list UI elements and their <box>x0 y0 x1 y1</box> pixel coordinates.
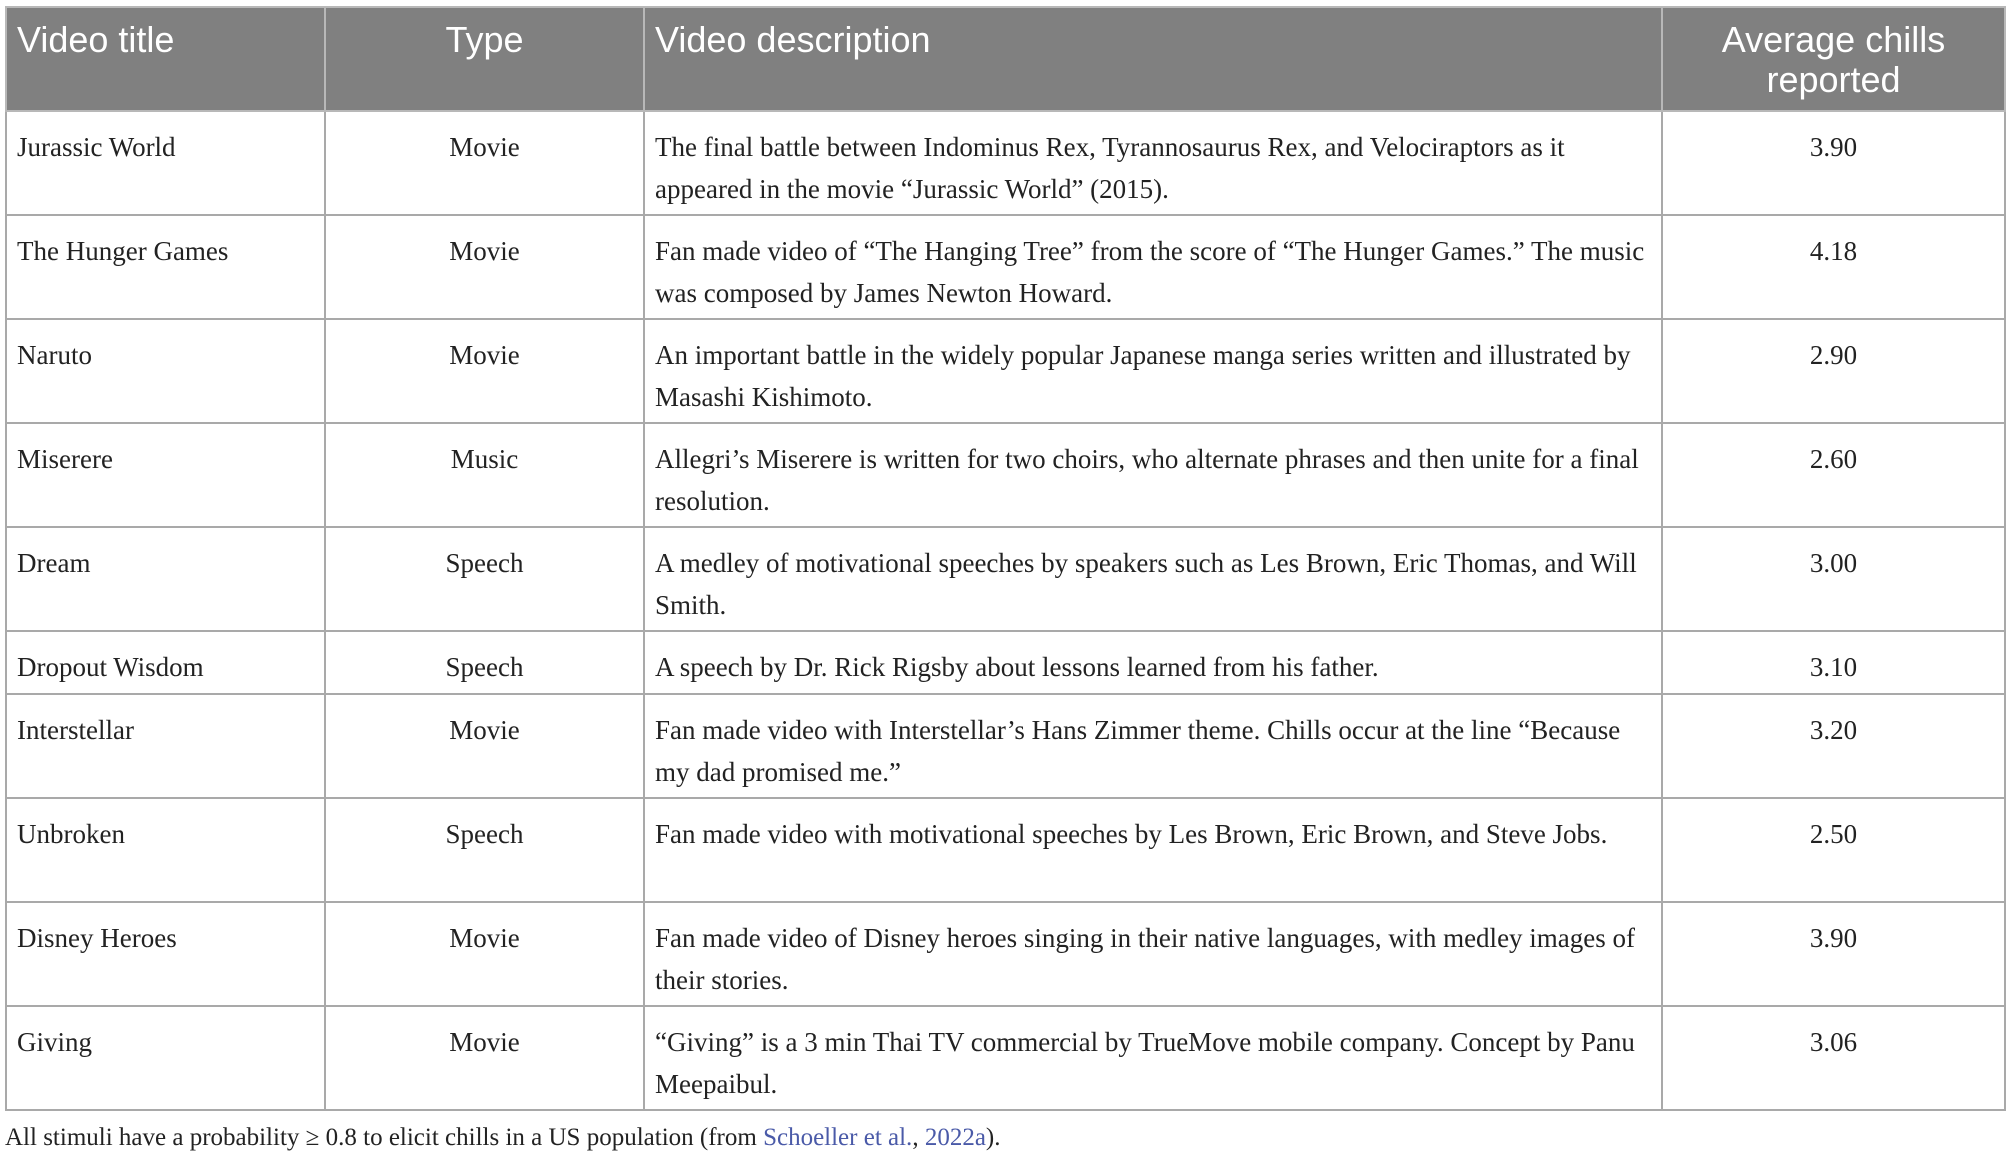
header-video-description: Video description <box>644 7 1662 111</box>
cell-type: Movie <box>325 319 644 423</box>
cell-video-description: Fan made video of “The Hanging Tree” from the score of “The Hunger Games.” The music was composed by James Newton Howard. <box>644 215 1662 319</box>
cell-type: Movie <box>325 694 644 798</box>
table-row <box>6 1006 2005 1110</box>
table-row <box>6 694 2005 798</box>
cell-video-title: Dropout Wisdom <box>6 631 325 694</box>
cell-type: Movie <box>325 215 644 319</box>
table-row <box>6 902 2005 1006</box>
cell-video-title: Unbroken <box>6 798 325 902</box>
table-row <box>6 319 2005 423</box>
citation-year-link[interactable]: 2022a <box>924 1124 986 1151</box>
cell-average-chills: 4.18 <box>1662 215 2005 319</box>
cell-average-chills: 3.90 <box>1662 111 2005 215</box>
cell-video-description: A medley of motivational speeches by speakers such as Les Brown, Eric Thomas, and Will Smith. <box>644 527 1662 631</box>
cell-video-description: Fan made video of Disney heroes singing in their native languages, with medley images of their stories. <box>644 902 1662 1006</box>
table-header-row <box>6 7 2005 111</box>
stimuli-table-container <box>5 6 2004 1111</box>
footnote-end: ). <box>985 1124 1001 1151</box>
cell-type: Speech <box>325 527 644 631</box>
cell-type: Speech <box>325 798 644 902</box>
citation-separator: , <box>912 1124 925 1151</box>
header-video-title: Video title <box>6 7 325 111</box>
cell-video-title: Jurassic World <box>6 111 325 215</box>
cell-video-title: The Hunger Games <box>6 215 325 319</box>
table-row <box>6 111 2005 215</box>
table-row <box>6 215 2005 319</box>
cell-video-title: Dream <box>6 527 325 631</box>
cell-type: Movie <box>325 1006 644 1110</box>
table-row <box>6 798 2005 902</box>
cell-type: Movie <box>325 902 644 1006</box>
cell-video-title: Giving <box>6 1006 325 1110</box>
footnote-text: All stimuli have a probability ≥ 0.8 to elicit chills in a US population (from <box>5 1124 764 1151</box>
cell-video-description: Allegri’s Miserere is written for two choirs, who alternate phrases and then unite for a final resolution. <box>644 423 1662 527</box>
table-row <box>6 527 2005 631</box>
cell-average-chills: 3.10 <box>1662 631 2005 694</box>
citation-author-link[interactable]: Schoeller et al. <box>763 1124 913 1151</box>
cell-average-chills: 3.06 <box>1662 1006 2005 1110</box>
cell-type: Speech <box>325 631 644 694</box>
header-average-chills: Average chills reported <box>1662 7 2005 111</box>
cell-video-description: The final battle between Indominus Rex, Tyrannosaurus Rex, and Velociraptors as it appeared in the movie “Jurassic World” (2015). <box>644 111 1662 215</box>
cell-video-description: An important battle in the widely popular Japanese manga series written and illustrated by Masashi Kishimoto. <box>644 319 1662 423</box>
header-type: Type <box>325 7 644 111</box>
cell-video-description: Fan made video with motivational speeches by Les Brown, Eric Brown, and Steve Jobs. <box>644 798 1662 902</box>
cell-average-chills: 3.20 <box>1662 694 2005 798</box>
cell-video-description: “Giving” is a 3 min Thai TV commercial by TrueMove mobile company. Concept by Panu Meepaibul. <box>644 1006 1662 1110</box>
table-row <box>6 631 2005 694</box>
cell-average-chills: 3.90 <box>1662 902 2005 1006</box>
table-footnote <box>5 1121 1001 1155</box>
cell-video-description: A speech by Dr. Rick Rigsby about lessons learned from his father. <box>644 631 1662 694</box>
cell-average-chills: 3.00 <box>1662 527 2005 631</box>
cell-average-chills: 2.50 <box>1662 798 2005 902</box>
cell-video-title: Miserere <box>6 423 325 527</box>
cell-video-description: Fan made video with Interstellar’s Hans Zimmer theme. Chills occur at the line “Because my dad promised me.” <box>644 694 1662 798</box>
cell-average-chills: 2.90 <box>1662 319 2005 423</box>
cell-type: Music <box>325 423 644 527</box>
table-row <box>6 423 2005 527</box>
cell-type: Movie <box>325 111 644 215</box>
cell-video-title: Interstellar <box>6 694 325 798</box>
cell-video-title: Naruto <box>6 319 325 423</box>
cell-average-chills: 2.60 <box>1662 423 2005 527</box>
stimuli-table <box>5 6 2006 1111</box>
cell-video-title: Disney Heroes <box>6 902 325 1006</box>
